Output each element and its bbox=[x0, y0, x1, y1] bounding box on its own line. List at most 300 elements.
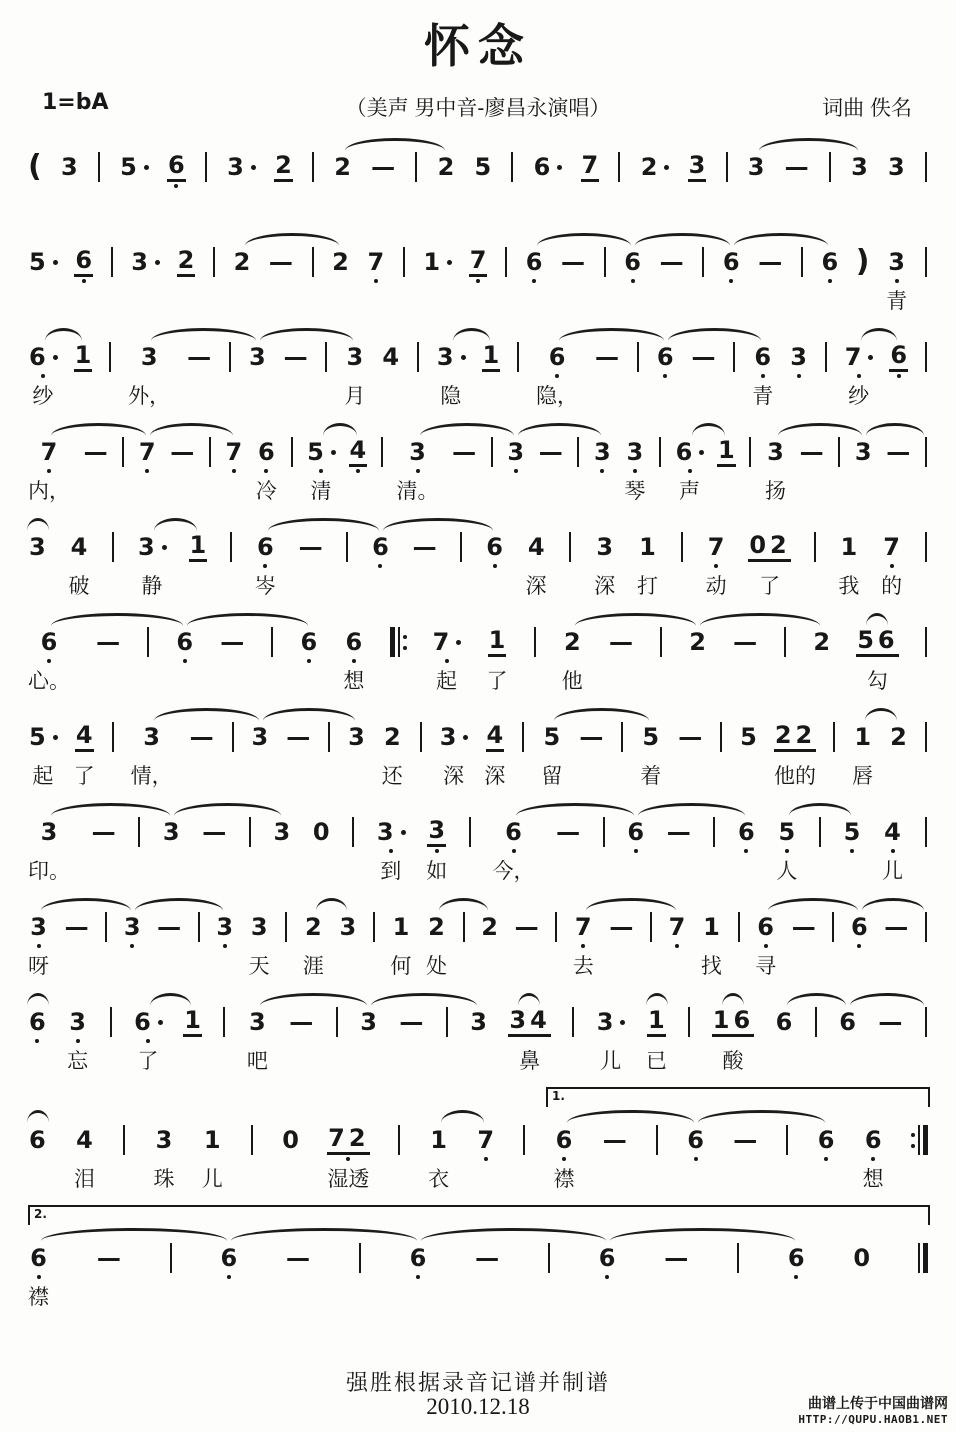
lyric-syllable: 内， bbox=[28, 479, 70, 503]
barline bbox=[784, 627, 786, 657]
note-cell bbox=[722, 246, 741, 317]
note-cell bbox=[640, 151, 670, 222]
note-cell bbox=[608, 626, 634, 697]
slur-tie-arc bbox=[586, 898, 676, 912]
low-octave-dot bbox=[857, 374, 861, 378]
duration-dash: — bbox=[784, 153, 809, 181]
note-cell bbox=[215, 911, 234, 982]
low-octave-dot bbox=[729, 279, 733, 283]
barline-cell bbox=[516, 341, 520, 412]
note-digit: 4 bbox=[527, 533, 545, 561]
barline bbox=[925, 247, 927, 277]
note-cell bbox=[397, 436, 439, 507]
barline-cell bbox=[568, 531, 572, 602]
augmentation-dot bbox=[461, 355, 466, 360]
slur-tie-arc bbox=[383, 518, 493, 532]
low-octave-dot bbox=[37, 944, 41, 948]
lyric-syllable: 衣 bbox=[428, 1167, 450, 1191]
note-cell bbox=[757, 246, 783, 317]
barline-cell bbox=[659, 626, 663, 697]
barline bbox=[925, 152, 927, 182]
barline-cell bbox=[521, 721, 525, 792]
augmentation-dot bbox=[155, 260, 160, 265]
barline-cell bbox=[109, 1006, 113, 1077]
duration-dash: — bbox=[83, 438, 108, 466]
note-cell bbox=[581, 151, 600, 222]
barline-cell bbox=[270, 626, 274, 697]
duration-dash: — bbox=[157, 913, 182, 941]
slur-tie-arc bbox=[668, 328, 761, 342]
low-octave-dot bbox=[514, 469, 518, 473]
transcriber-note: 强胜根据录音记谱并制谱 bbox=[345, 1370, 610, 1395]
slur-tie-arc bbox=[135, 898, 223, 912]
slur-tie-arc bbox=[27, 993, 49, 1007]
low-octave-dot bbox=[828, 279, 832, 283]
note-digit: 34 bbox=[508, 1008, 550, 1037]
low-octave-dot bbox=[794, 1275, 798, 1279]
note-cell bbox=[273, 816, 292, 887]
note-cell bbox=[281, 1124, 300, 1195]
note-digit: 6 bbox=[134, 1008, 151, 1036]
barline bbox=[814, 532, 816, 562]
note-cell bbox=[300, 626, 319, 697]
note-cell bbox=[889, 721, 908, 792]
note-digit: 6 bbox=[167, 153, 186, 182]
lyric-syllable: 人 bbox=[776, 859, 798, 883]
duration-dash: — bbox=[514, 913, 539, 941]
performer-subtitle: （美声 男中音-廖昌永演唱） bbox=[345, 97, 611, 120]
augmentation-dot bbox=[447, 260, 452, 265]
note-digit: 5 bbox=[778, 818, 796, 846]
note-cell bbox=[226, 151, 256, 222]
note-cell bbox=[162, 816, 181, 887]
duration-dash: — bbox=[202, 818, 227, 846]
note-digit: 5 bbox=[474, 153, 492, 181]
low-octave-dot bbox=[183, 659, 187, 663]
note-digit: 2 bbox=[274, 153, 293, 182]
barline bbox=[603, 817, 605, 847]
note-digit: 3 bbox=[360, 1008, 377, 1036]
note-digit: 5 bbox=[740, 723, 757, 751]
note-cell bbox=[437, 151, 456, 222]
barline bbox=[271, 627, 273, 657]
note-cell bbox=[784, 151, 810, 222]
note-cell bbox=[525, 246, 544, 317]
lyric-syllable: 何 bbox=[390, 954, 412, 978]
note-cell bbox=[285, 721, 311, 792]
barline bbox=[659, 437, 661, 467]
note-cell bbox=[578, 721, 604, 792]
note-cell bbox=[256, 436, 277, 507]
low-octave-dot bbox=[356, 469, 360, 473]
barline bbox=[403, 247, 405, 277]
barline-cell bbox=[397, 1124, 401, 1195]
note-cell bbox=[95, 626, 121, 697]
barline bbox=[110, 1007, 112, 1037]
slur-tie-arc bbox=[323, 423, 357, 437]
note-cell bbox=[646, 1006, 667, 1077]
barline-cell bbox=[658, 436, 662, 507]
barline bbox=[832, 912, 834, 942]
note-cell bbox=[748, 531, 790, 602]
slur-tie-arc bbox=[692, 423, 725, 437]
note-cell bbox=[562, 626, 583, 697]
low-octave-dot bbox=[47, 659, 51, 663]
slur-tie-arc bbox=[51, 613, 183, 627]
barline bbox=[829, 152, 831, 182]
note-cell bbox=[219, 1242, 238, 1313]
augmentation-dot bbox=[463, 735, 468, 740]
note-cell bbox=[877, 1006, 903, 1077]
barline-cell bbox=[924, 341, 928, 412]
note-cell bbox=[533, 151, 563, 222]
note-cell bbox=[74, 1124, 95, 1195]
note-digit: 5 bbox=[29, 248, 46, 276]
barline-cell bbox=[813, 531, 817, 602]
slur-tie-arc bbox=[768, 898, 858, 912]
barline bbox=[738, 912, 740, 942]
low-octave-dot bbox=[694, 1157, 698, 1161]
barline-cell bbox=[122, 1124, 126, 1195]
slur-tie-arc bbox=[537, 233, 631, 247]
slur-tie-arc bbox=[778, 423, 862, 437]
note-cell bbox=[663, 1242, 689, 1313]
note-cell bbox=[789, 341, 808, 412]
note-digit: 6 bbox=[775, 1008, 793, 1036]
lyric-syllable: 呀 bbox=[28, 954, 49, 978]
barline bbox=[112, 532, 114, 562]
slur-tie-arc bbox=[187, 613, 308, 627]
note-digit: 3 bbox=[143, 723, 160, 751]
low-octave-dot bbox=[37, 1275, 41, 1279]
note-cell bbox=[554, 1124, 575, 1195]
slur-tie-arc bbox=[421, 1228, 606, 1242]
duration-dash: — bbox=[602, 1126, 627, 1154]
note-digit: 6 bbox=[687, 1126, 704, 1154]
barline-cell bbox=[837, 436, 841, 507]
note-digit: 3 bbox=[767, 438, 784, 466]
note-digit: 6 bbox=[525, 248, 543, 276]
barline-cell bbox=[414, 151, 418, 222]
low-octave-dot bbox=[562, 1157, 566, 1161]
duration-dash: — bbox=[298, 533, 323, 561]
barline-cell bbox=[380, 436, 384, 507]
lyric-syllable: 破 bbox=[68, 574, 90, 598]
note-digit: 6 bbox=[624, 248, 641, 276]
slur-tie-arc bbox=[554, 708, 649, 722]
barline-cell bbox=[824, 341, 828, 412]
note-cell bbox=[677, 721, 703, 792]
note-cell bbox=[28, 531, 47, 602]
barline bbox=[417, 342, 419, 372]
note-cell bbox=[485, 531, 504, 602]
low-octave-dot bbox=[389, 849, 393, 853]
slur-tie-arc bbox=[150, 993, 191, 1007]
note-digit: 3 bbox=[596, 1008, 614, 1036]
music-system bbox=[28, 704, 928, 792]
barline-cell bbox=[522, 1124, 526, 1195]
barline bbox=[577, 437, 579, 467]
repeat-start-sign bbox=[390, 626, 407, 658]
barline-cell bbox=[655, 1124, 659, 1195]
low-octave-dot bbox=[761, 374, 765, 378]
note-cell bbox=[737, 816, 756, 887]
augmentation-dot bbox=[53, 260, 58, 265]
note-cell bbox=[820, 246, 839, 317]
barline-cell bbox=[856, 246, 870, 317]
duration-dash: — bbox=[733, 628, 758, 656]
note-cell bbox=[659, 246, 685, 317]
notes-row bbox=[28, 626, 928, 697]
barline bbox=[138, 817, 140, 847]
duration-dash: — bbox=[691, 343, 716, 371]
slur-tie-arc bbox=[646, 993, 668, 1007]
notes-row bbox=[28, 436, 928, 507]
note-digit: 7 bbox=[574, 913, 592, 941]
barline-cell bbox=[924, 816, 928, 887]
lyric-syllable: 了 bbox=[73, 764, 95, 788]
note-digit: 6 bbox=[176, 628, 194, 656]
lyric-syllable: 情， bbox=[130, 764, 173, 788]
note-cell bbox=[177, 246, 196, 317]
barline-cell bbox=[351, 816, 355, 887]
lyric-syllable: 襟 bbox=[28, 1285, 49, 1309]
lyric-syllable: 清。 bbox=[396, 479, 439, 503]
note-cell bbox=[306, 436, 336, 507]
duration-dash: — bbox=[758, 248, 783, 276]
duration-dash: — bbox=[220, 628, 245, 656]
note-digit: 6 bbox=[839, 1008, 856, 1036]
augmentation-dot bbox=[53, 735, 58, 740]
barline bbox=[469, 817, 471, 847]
barline bbox=[801, 247, 803, 277]
note-cell bbox=[28, 436, 70, 507]
lyric-syllable: 勾 bbox=[866, 669, 888, 693]
score bbox=[28, 134, 928, 1320]
music-system bbox=[28, 514, 928, 602]
duration-dash: — bbox=[659, 248, 684, 276]
slur-tie-arc bbox=[41, 1228, 227, 1242]
note-cell bbox=[247, 1006, 268, 1077]
note-digit: 3 bbox=[507, 438, 525, 466]
lyric-syllable: 他 bbox=[561, 669, 583, 693]
note-cell bbox=[439, 721, 469, 792]
note-digit: 6 bbox=[889, 343, 908, 372]
note-cell bbox=[594, 531, 615, 602]
barline-cell bbox=[169, 1242, 173, 1313]
volta-label: 2. bbox=[34, 1207, 47, 1221]
low-octave-dot bbox=[47, 469, 51, 473]
note-cell bbox=[382, 721, 403, 792]
note-digit: 2 bbox=[437, 153, 455, 181]
augmentation-dot bbox=[557, 165, 562, 170]
lyric-syllable: 留 bbox=[541, 764, 563, 788]
notes-row bbox=[28, 246, 928, 317]
slur-tie-arc bbox=[41, 898, 131, 912]
site-watermark bbox=[798, 1393, 948, 1426]
lyric-syllable: 青 bbox=[752, 384, 774, 408]
augmentation-dot bbox=[401, 830, 406, 835]
note-digit: 6 bbox=[258, 438, 275, 466]
lyric-syllable: 还 bbox=[381, 764, 403, 788]
barline bbox=[373, 912, 375, 942]
note-digit: 1 bbox=[647, 1008, 666, 1037]
note-digit: 1 bbox=[74, 343, 93, 372]
note-cell bbox=[799, 436, 825, 507]
note-cell bbox=[426, 911, 447, 982]
barline bbox=[572, 1007, 574, 1037]
barline-cell bbox=[924, 721, 928, 792]
barline-cell bbox=[687, 1006, 691, 1077]
barline bbox=[786, 1125, 788, 1155]
barline bbox=[650, 912, 652, 942]
barline bbox=[359, 1243, 361, 1273]
duration-dash: — bbox=[91, 818, 116, 846]
low-octave-dot bbox=[581, 944, 585, 948]
note-cell bbox=[596, 1006, 626, 1077]
low-octave-dot bbox=[714, 564, 718, 568]
low-octave-dot bbox=[41, 374, 45, 378]
note-digit: 4 bbox=[884, 818, 901, 846]
low-octave-dot bbox=[264, 469, 268, 473]
low-octave-dot bbox=[319, 469, 323, 473]
barline-cell bbox=[231, 721, 235, 792]
note-digit: 6 bbox=[256, 533, 274, 561]
barline bbox=[420, 722, 422, 752]
lyric-syllable: 酸 bbox=[722, 1049, 744, 1073]
note-cell bbox=[28, 1242, 49, 1313]
note-cell bbox=[887, 151, 906, 222]
barline bbox=[232, 722, 234, 752]
low-octave-dot bbox=[785, 849, 789, 853]
note-digit: 7 bbox=[225, 438, 243, 466]
note-cell bbox=[885, 436, 911, 507]
note-digit: 1 bbox=[183, 1008, 202, 1037]
low-octave-dot bbox=[605, 1275, 609, 1279]
note-cell bbox=[686, 1124, 705, 1195]
barline-cell bbox=[814, 1006, 818, 1077]
note-digit: 6 bbox=[821, 248, 839, 276]
lyric-syllable: 泪 bbox=[73, 1167, 95, 1191]
music-system bbox=[28, 229, 928, 317]
note-digit: 3 bbox=[688, 153, 707, 182]
barline-cell bbox=[290, 436, 294, 507]
low-octave-dot bbox=[663, 374, 667, 378]
note-cell bbox=[560, 246, 586, 317]
slur-tie-arc bbox=[862, 898, 925, 912]
low-octave-dot bbox=[824, 1157, 828, 1161]
augmentation-dot bbox=[251, 165, 256, 170]
note-cell bbox=[473, 151, 492, 222]
slur-tie-arc bbox=[439, 898, 488, 912]
note-cell bbox=[602, 1124, 628, 1195]
barline bbox=[415, 152, 417, 182]
barline-cell bbox=[510, 151, 514, 222]
note-digit: 6 bbox=[627, 818, 645, 846]
low-octave-dot bbox=[532, 279, 536, 283]
note-cell bbox=[233, 246, 252, 317]
note-digit: 3 bbox=[227, 153, 244, 181]
barline bbox=[815, 1007, 817, 1037]
note-cell bbox=[68, 531, 89, 602]
slur-tie-arc bbox=[441, 1110, 484, 1124]
barline-cell bbox=[490, 436, 494, 507]
note-cell bbox=[131, 721, 173, 792]
low-octave-dot bbox=[895, 279, 899, 283]
note-digit: 3 bbox=[131, 248, 148, 276]
note-cell bbox=[339, 911, 358, 982]
note-digit: 6 bbox=[555, 1126, 573, 1154]
slur-tie-arc bbox=[260, 328, 353, 342]
note-cell bbox=[675, 436, 705, 507]
duration-dash: — bbox=[579, 723, 604, 751]
barline bbox=[833, 722, 835, 752]
duration-dash: — bbox=[608, 628, 633, 656]
barline bbox=[702, 247, 704, 277]
note-digit: 3 bbox=[250, 913, 268, 941]
barline bbox=[460, 532, 462, 562]
note-digit: 3 bbox=[140, 343, 158, 371]
note-digit: 6 bbox=[409, 1244, 427, 1272]
note-digit: 3 bbox=[439, 723, 457, 751]
duration-dash: — bbox=[371, 153, 396, 181]
note-cell bbox=[183, 1006, 202, 1077]
note-cell bbox=[28, 1124, 47, 1195]
barline-cell bbox=[554, 911, 558, 982]
slur-tie-arc bbox=[759, 138, 858, 152]
barline bbox=[523, 1125, 525, 1155]
note-digit: 3 bbox=[851, 153, 868, 181]
note-cell bbox=[688, 151, 707, 222]
low-octave-dot bbox=[634, 849, 638, 853]
barline bbox=[105, 912, 107, 942]
note-digit: 6 bbox=[598, 1244, 616, 1272]
barline-cell bbox=[911, 1124, 928, 1195]
barline-cell bbox=[924, 911, 928, 982]
note-cell bbox=[536, 341, 578, 412]
duration-dash: — bbox=[283, 343, 308, 371]
note-cell bbox=[28, 816, 70, 887]
site-url: HTTP://QUPU.HAOB1.NET bbox=[798, 1413, 948, 1426]
page-title: 怀念 bbox=[424, 19, 532, 73]
barline-cell bbox=[28, 151, 42, 222]
note-cell bbox=[482, 341, 501, 412]
barline-cell bbox=[533, 626, 537, 697]
note-digit: 2 bbox=[305, 913, 322, 941]
note-digit: 56 bbox=[856, 628, 898, 657]
note-cell bbox=[283, 341, 309, 412]
slur-tie-arc bbox=[345, 138, 445, 152]
barline bbox=[122, 437, 124, 467]
barline-cell bbox=[924, 531, 928, 602]
barline-cell bbox=[327, 721, 331, 792]
note-cell bbox=[201, 816, 227, 887]
duration-dash: — bbox=[538, 438, 563, 466]
note-digit: 7 bbox=[432, 628, 450, 656]
note-cell bbox=[175, 626, 194, 697]
lyric-syllable: 纱 bbox=[848, 384, 870, 408]
barline bbox=[925, 627, 927, 657]
barline-cell bbox=[504, 246, 508, 317]
barline bbox=[98, 152, 100, 182]
barline bbox=[681, 532, 683, 562]
lyric-syllable: 唇 bbox=[852, 764, 874, 788]
barline bbox=[925, 1007, 927, 1037]
barline bbox=[925, 342, 927, 372]
low-octave-dot bbox=[891, 849, 895, 853]
slur-tie-arc bbox=[231, 1228, 417, 1242]
note-cell bbox=[133, 1006, 163, 1077]
